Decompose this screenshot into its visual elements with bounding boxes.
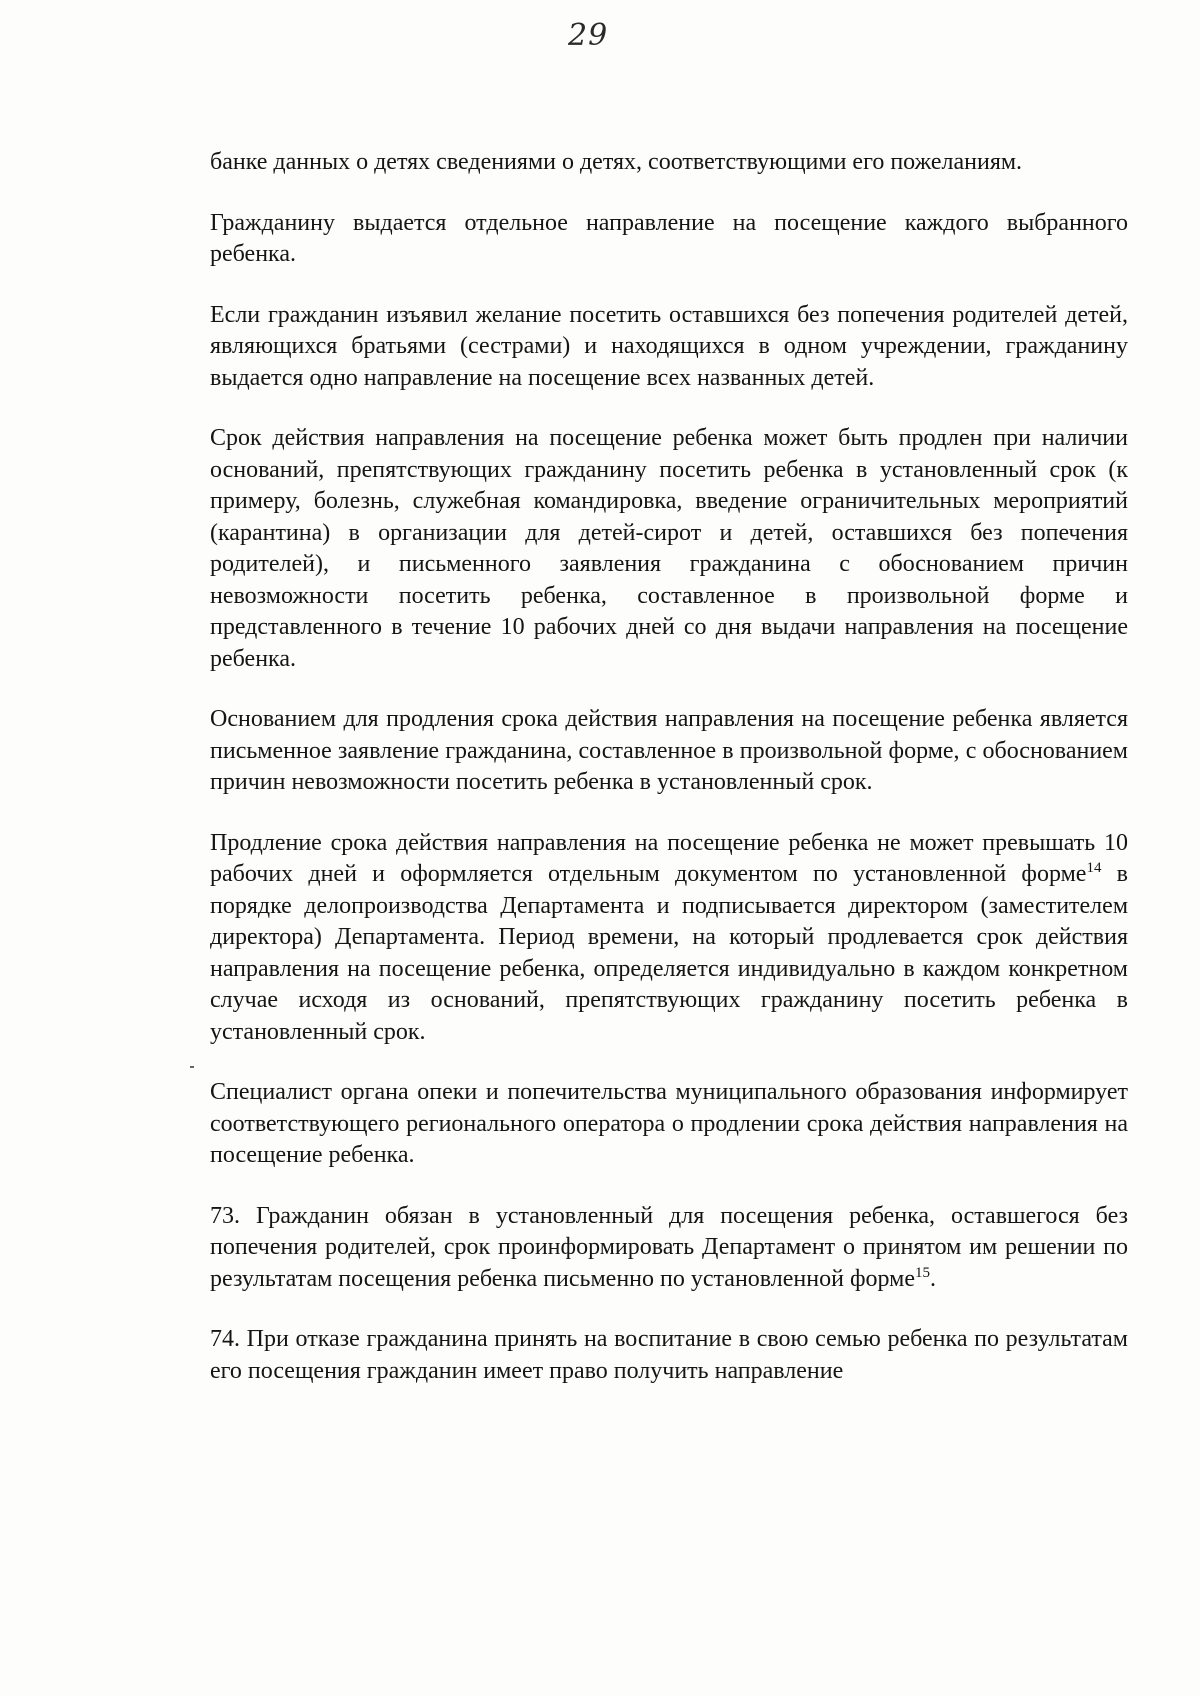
paragraph <box>210 1324 1128 1387</box>
paragraph <box>210 704 1128 799</box>
paragraph <box>210 1201 1128 1296</box>
paragraph <box>210 1077 1128 1172</box>
footnote-ref: 15 <box>915 1264 930 1281</box>
paragraph <box>210 147 1128 179</box>
paragraph-text: Гражданину выдается отдельное направление на посещение каждого выбранного ребенка. <box>210 209 1128 267</box>
paragraph-text: 74. При отказе гражданина принять на воспитание в свою семью ребенка по результатам его посещения гражданин имеет право получить направление <box>210 1326 1128 1384</box>
paragraph-text: 73. Гражданин обязан в установленный для посещения ребенка, оставшегося без попечения родителей, срок проинформировать Департамент о принятом им решении по результатам посещения ребенка письменно по установленной форме <box>210 1202 1128 1292</box>
paragraph-text: Срок действия направления на посещение ребенка может быть продлен при наличии оснований, препятствующих гражданину посетить ребенка в установленный срок (к примеру, болезнь, служебная командировка, введение ограничительных мероприятий (карантина) в организации для детей-сирот и детей, оставшихся без попечения родителей), и письменного заявления гражданина с обоснованием причин невозможности посетить ребенка, составленное в произвольной форме и представленного в течение 10 рабочих дней со дня выдачи направления на посещение ребенка. <box>210 425 1128 672</box>
paragraph-text: . <box>930 1265 936 1292</box>
paragraph-text: Специалист органа опеки и попечительства муниципального образования информирует соответствующего регионального оператора о продлении срока действия направления на посещение ребенка. <box>210 1079 1128 1168</box>
page-number: 29 <box>568 18 609 53</box>
paragraph-text: Если гражданин изъявил желание посетить оставшихся без попечения родителей детей, являющихся братьями (сестрами) и находящихся в одном учреждении, гражданину выдается одно направление на посещение всех названных детей. <box>210 301 1128 391</box>
paragraph-text: в порядке делопроизводства Департамента и подписывается директором (заместителем директора) Департамента. Период времени, на который продлевается срок действия направления на посещение ребенка, определяется индивидуально в каждом конкретном случае исходя из оснований, препятствующих гражданину посетить ребенка в установленный срок. <box>210 861 1128 1045</box>
footnote-ref: 14 <box>1086 860 1102 876</box>
paragraph <box>210 300 1128 395</box>
paragraph <box>210 423 1128 675</box>
paragraph <box>210 828 1128 1049</box>
paragraph-text: Продление срока действия направления на посещение ребенка не может превышать 10 рабочих дней и оформляется отдельным документом по установленной форме <box>210 829 1128 887</box>
document-body <box>210 147 1128 1416</box>
paragraph <box>210 208 1128 271</box>
paragraph-text: банке данных о детях сведениями о детях, соответствующими его пожеланиям. <box>210 149 1023 175</box>
margin-mark <box>190 1066 194 1068</box>
paragraph-text: Основанием для продления срока действия направления на посещение ребенка является письменное заявление гражданина, составленное в произвольной форме, с обоснованием причин невозможности посетить ребенка в установленный срок. <box>210 706 1128 795</box>
